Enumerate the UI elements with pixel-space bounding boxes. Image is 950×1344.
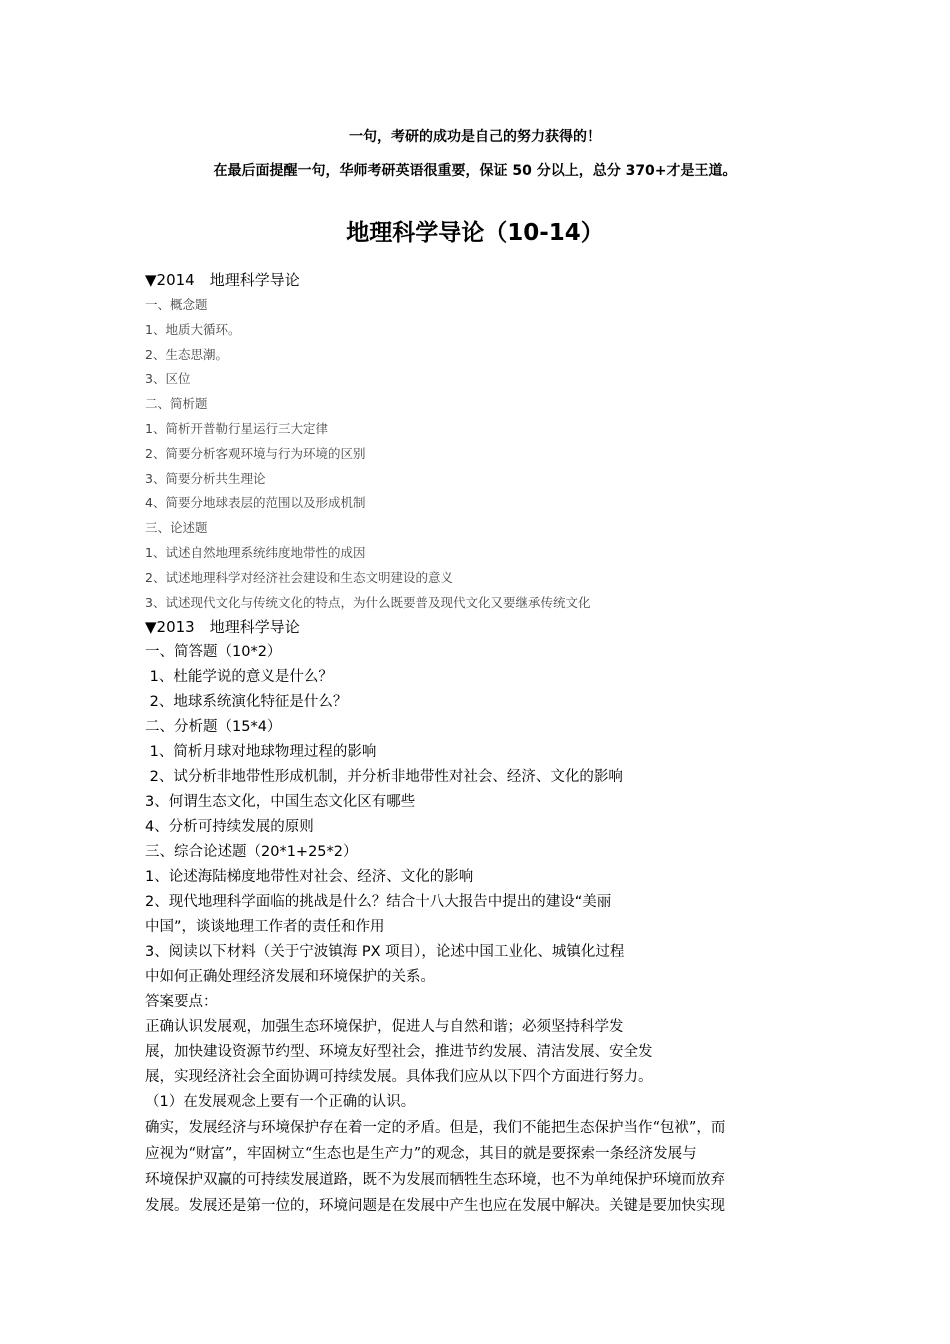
text-line: 2、生态思潮。 — [145, 346, 228, 362]
text-line: 一、简答题（10*2） — [145, 644, 282, 661]
text-line: 3、何谓生态文化，中国生态文化区有哪些 — [145, 794, 416, 811]
text-line: 2、现代地理科学面临的挑战是什么？结合十八大报告中提出的建设“美丽 — [145, 894, 612, 911]
section-heading-2013: ▼2013 地理科学导论 — [145, 618, 300, 637]
text-line: 4、简要分地球表层的范围以及形成机制 — [145, 495, 366, 511]
text-line: 2、简要分析客观环境与行为环境的区别 — [145, 445, 366, 461]
intro-line-1: 一句，考研的成功是自己的努力获得的！ — [349, 129, 601, 145]
text-line: 3、阅读以下材料（关于宁波镇海 PX 项目），论述中国工业化、城镇化过程 — [145, 944, 625, 961]
paragraph-line: 发展。发展还是第一位的，环境问题是在发展中产生也应在发展中解决。关键是要加快实现 — [145, 1198, 725, 1215]
text-line: 答案要点： — [145, 994, 218, 1011]
text-line: 三、综合论述题（20*1+25*2） — [145, 844, 358, 861]
text-line: 1、试述自然地理系统纬度地带性的成因 — [145, 544, 366, 560]
section-heading-2014: ▼2014 地理科学导论 — [145, 271, 300, 289]
text-line: 3、试述现代文化与传统文化的特点，为什么既要普及现代文化又要继承传统文化 — [145, 594, 591, 610]
text-line: 4、分析可持续发展的原则 — [145, 819, 314, 836]
text-line: 2、地球系统演化特征是什么？ — [145, 694, 348, 711]
page-title: 地理科学导论（10-14） — [346, 220, 604, 246]
text-line: （1）在发展观念上要有一个正确的认识。 — [145, 1094, 416, 1111]
text-line: 2、试分析非地带性形成机制，并分析非地带性对社会、经济、文化的影响 — [145, 769, 623, 786]
text-line: 2、试述地理科学对经济社会建设和生态文明建设的意义 — [145, 569, 453, 585]
text-line: 1、简析月球对地球物理过程的影响 — [145, 744, 377, 761]
text-line: 1、杜能学说的意义是什么？ — [145, 669, 333, 686]
text-line: 正确认识发展观，加强生态环境保护，促进人与自然和谐；必须坚持科学发 — [145, 1019, 624, 1036]
text-line: 一、概念题 — [145, 297, 208, 312]
paragraph-line: 确实，发展经济与环境保护存在着一定的矛盾。但是，我们不能把生态保护当作“包袱”，而 — [145, 1120, 726, 1137]
text-line: 二、分析题（15*4） — [145, 719, 282, 736]
paragraph-line: 应视为“财富”，牢固树立“生态也是生产力”的观念，其目的就是要探索一条经济发展与 — [145, 1146, 697, 1163]
text-line: 二、简析题 — [145, 396, 208, 412]
text-line: 1、地质大循环。 — [145, 321, 241, 337]
text-line: 3、区位 — [145, 371, 191, 387]
text-line: 1、论述海陆梯度地带性对社会、经济、文化的影响 — [145, 869, 474, 886]
text-line: 中如何正确处理经济发展和环境保护的关系。 — [145, 969, 435, 986]
text-line: 中国”，谈谈地理工作者的责任和作用 — [145, 919, 385, 936]
text-line: 3、简要分析共生理论 — [145, 470, 266, 486]
text-line: 展，加快建设资源节约型、环境友好型社会，推进节约发展、清洁发展、安全发 — [145, 1044, 653, 1061]
text-line: 展，实现经济社会全面协调可持续发展。具体我们应从以下四个方面进行努力。 — [145, 1069, 653, 1086]
paragraph-line: 环境保护双赢的可持续发展道路，既不为发展而牺牲生态环境，也不为单纯保护环境而放弃 — [145, 1172, 725, 1189]
intro-line-2: 在最后面提醒一句，华师考研英语很重要，保证 50 分以上，总分 370+才是王道。 — [213, 163, 737, 179]
text-line: 1、简析开普勒行星运行三大定律 — [145, 420, 328, 436]
text-line: 三、论述题 — [145, 520, 208, 536]
document-body — [145, 268, 825, 1219]
